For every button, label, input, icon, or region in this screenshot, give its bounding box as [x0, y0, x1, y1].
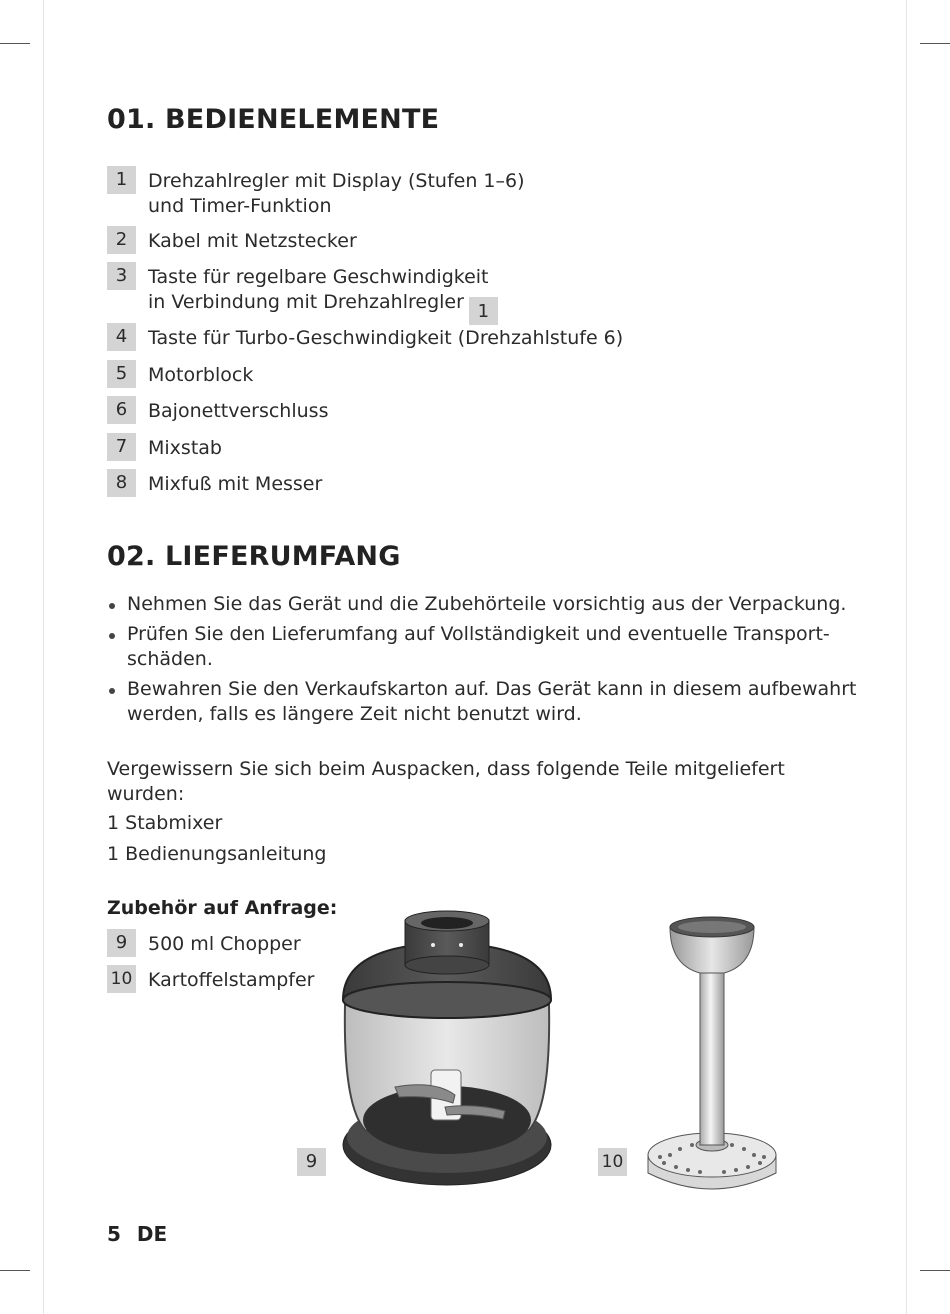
intro-line: Vergewissern Sie sich beim Auspacken, dass folgende Teile mitgeliefert	[107, 758, 785, 780]
item-number-badge: 6	[107, 396, 136, 424]
bullet-dot-icon	[109, 688, 115, 694]
bullet-text-continued: schäden.	[127, 648, 213, 670]
item-label: Bajonettverschluss	[148, 400, 329, 422]
intro-line: wurden:	[107, 783, 185, 805]
content-item: 1 Bedienungsanleitung	[107, 843, 327, 865]
item-number-badge: 10	[107, 965, 136, 993]
section-title-contents: 02. LIEFERUMFANG	[107, 541, 401, 572]
section-title-controls: 01. BEDIENELEMENTE	[107, 104, 440, 135]
item-label: Motorblock	[148, 364, 254, 386]
bullet-text: Nehmen Sie das Gerät und die Zubehörteile vorsichtig aus der Verpackung.	[127, 593, 847, 615]
item-label: Taste für regelbare Geschwindigkeit	[148, 266, 489, 288]
item-label: Mixstab	[148, 437, 222, 459]
bullet-dot-icon	[109, 603, 115, 609]
figure-label-chopper: 9	[297, 1148, 326, 1176]
page-edge-line	[906, 0, 907, 1314]
masher-illustration	[640, 915, 785, 1197]
item-number-badge: 4	[107, 323, 136, 351]
item-label: Drehzahlregler mit Display (Stufen 1–6)	[148, 170, 525, 192]
item-number-badge: 1	[107, 166, 136, 194]
crop-mark	[0, 1270, 30, 1271]
item-number-badge: 2	[107, 226, 136, 254]
content-item: 1 Stabmixer	[107, 812, 223, 834]
crop-mark	[0, 43, 30, 44]
item-number-badge: 3	[107, 262, 136, 290]
page-number: 5	[107, 1222, 121, 1246]
crop-mark	[920, 1270, 950, 1271]
crop-mark	[920, 43, 950, 44]
page-edge-line	[43, 0, 44, 1314]
item-label: 500 ml Chopper	[148, 933, 301, 955]
accessories-heading: Zubehör auf Anfrage:	[107, 897, 338, 919]
intro-paragraph	[107, 757, 827, 807]
bullet-text: Bewahren Sie den Verkaufskarton auf. Das Gerät kann in diesem aufbewahrt	[127, 678, 857, 700]
item-number-badge: 8	[107, 469, 136, 497]
bullet-text: Prüfen Sie den Lieferumfang auf Vollständigkeit und eventuelle Transport-	[127, 623, 830, 645]
figure-label-masher: 10	[598, 1148, 627, 1176]
reference-number-badge: 1	[469, 297, 498, 325]
item-label-continued: und Timer-Funktion	[148, 195, 332, 217]
page-footer	[107, 1222, 183, 1246]
bullet-dot-icon	[109, 633, 115, 639]
item-number-badge: 9	[107, 929, 136, 957]
item-number-badge: 7	[107, 433, 136, 461]
item-label: Kartoffelstampfer	[148, 969, 315, 991]
item-label: Taste für Turbo-Geschwindigkeit (Drehzahlstufe 6)	[148, 327, 624, 349]
item-label: Kabel mit Netzstecker	[148, 230, 357, 252]
item-number-badge: 5	[107, 360, 136, 388]
bullet-text-continued: werden, falls es längere Zeit nicht benutzt wird.	[127, 703, 582, 725]
item-label-continued: in Verbindung mit Drehzahlregler	[148, 291, 464, 313]
item-label: Mixfuß mit Messer	[148, 473, 323, 495]
chopper-illustration	[335, 905, 560, 1200]
language-code: DE	[136, 1222, 168, 1246]
